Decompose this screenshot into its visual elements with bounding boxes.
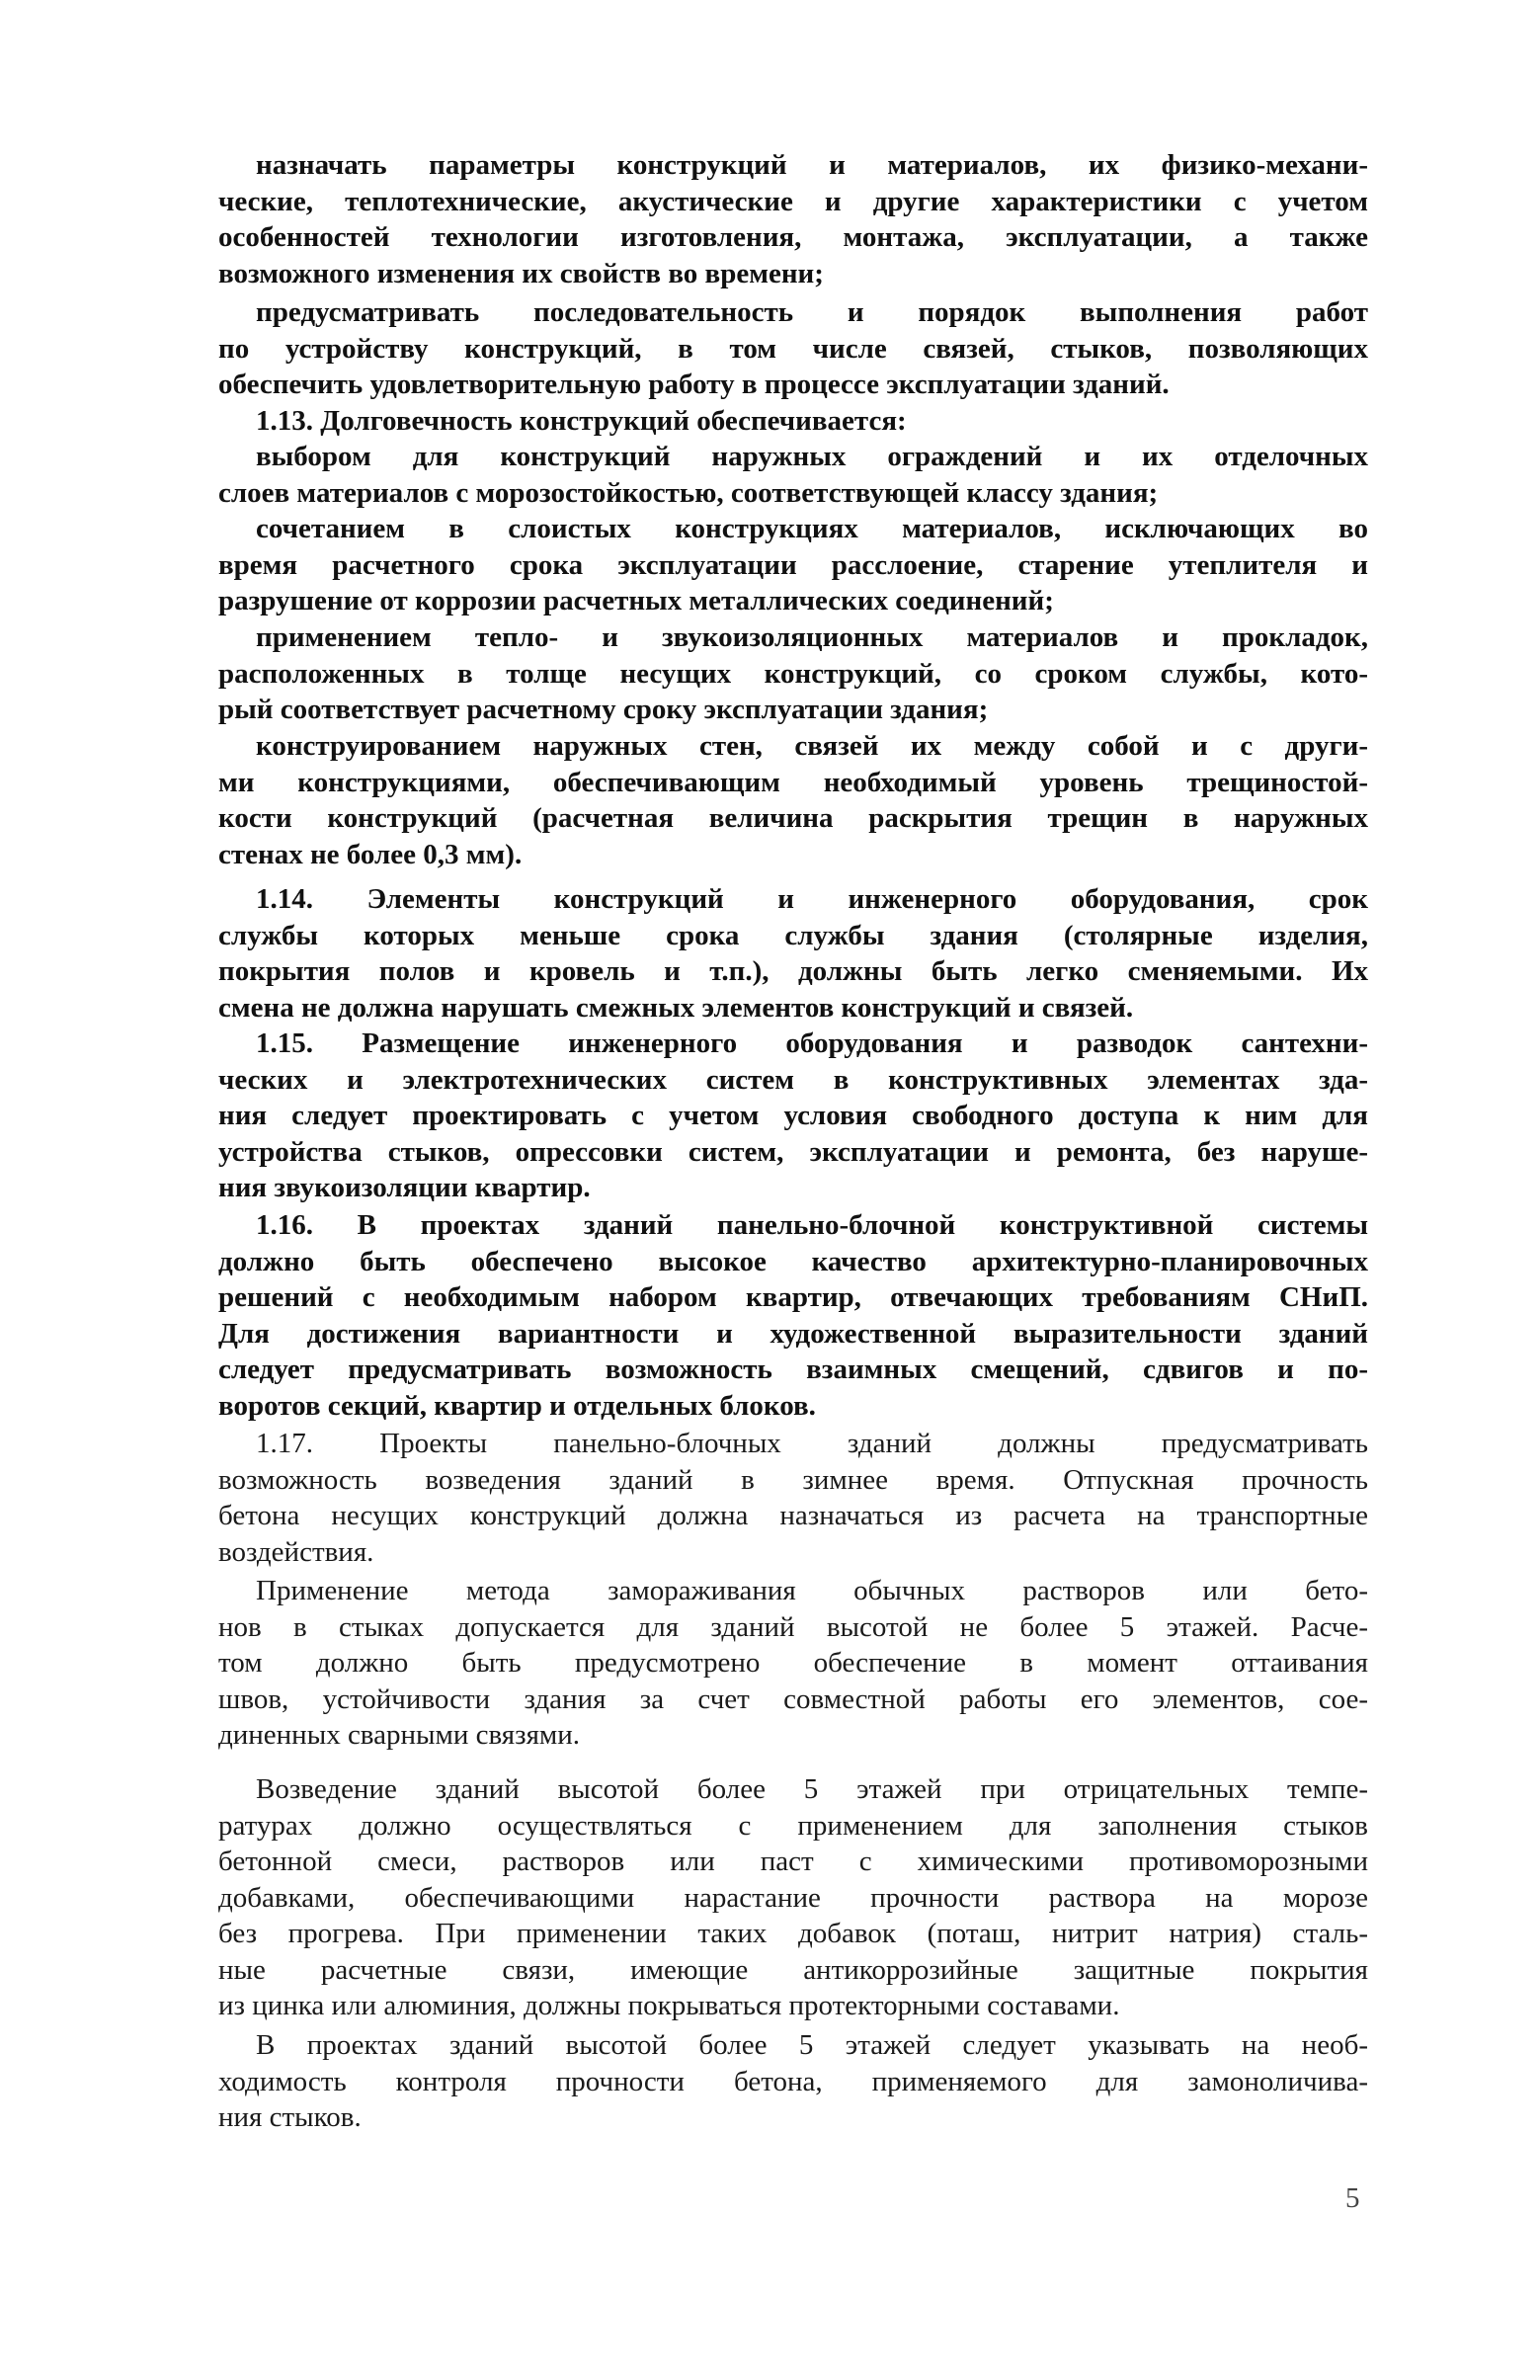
text-line: следует предусматривать возможность взаимных смещений, сдвигов и по- bbox=[218, 1354, 1368, 1385]
text-line: добавками, обеспечивающими нарастание прочности раствора на морозе bbox=[218, 1881, 1368, 1914]
text-line: ния звукоизоляции квартир. bbox=[218, 1172, 591, 1203]
text-line: бетонной смеси, растворов или паст с химическими противоморозными bbox=[218, 1846, 1368, 1877]
text-line: том должно быть предусмотрено обеспечение в момент оттаивания bbox=[218, 1647, 1368, 1679]
paragraph bbox=[218, 881, 1368, 1026]
text-line: разрушение от коррозии расчетных металлических соединений; bbox=[218, 585, 1054, 616]
text-line: Для достижения вариантности и художественной выразительности зданий bbox=[218, 1317, 1368, 1350]
text-line: слоев материалов с морозостойкостью, соответствующей классу здания; bbox=[218, 476, 1159, 509]
text-line: обеспечить удовлетворительную работу в процессе эксплуатации зданий. bbox=[218, 369, 1170, 400]
text-line: устройства стыков, опрессовки систем, эксплуатации и ремонта, без наруше- bbox=[218, 1135, 1368, 1168]
text-line: ческие, теплотехнические, акустические и другие характеристики с учетом bbox=[218, 185, 1368, 217]
text-line: воротов секций, квартир и отдельных блоков. bbox=[218, 1389, 816, 1422]
text-line: 1.16. В проектах зданий панельно-блочной конструктивной системы bbox=[256, 1209, 1368, 1241]
paragraph bbox=[218, 403, 1368, 440]
text-line: 1.14. Элементы конструкций и инженерного оборудования, срок bbox=[256, 883, 1368, 915]
paragraph bbox=[218, 439, 1368, 511]
paragraph bbox=[218, 1026, 1368, 1206]
text-line: бетона несущих конструкций должна назначаться из расчета на транспортные bbox=[218, 1500, 1368, 1531]
text-line: применением тепло- и звукоизоляционных материалов и прокладок, bbox=[256, 621, 1368, 653]
text-line: ные расчетные связи, имеющие антикоррозийные защитные покрытия bbox=[218, 1953, 1368, 1986]
text-line: расположенных в толще несущих конструкций, со сроком службы, кото- bbox=[218, 657, 1368, 690]
text-line: воздействия. bbox=[218, 1535, 374, 1568]
text-line: нов в стыках допускается для зданий высотой не более 5 этажей. Расче- bbox=[218, 1610, 1368, 1643]
text-line: из цинка или алюминия, должны покрываться протекторными составами. bbox=[218, 1990, 1120, 2021]
paragraph bbox=[218, 1426, 1368, 1570]
text-line: Возведение зданий высотой более 5 этажей при отрицательных темпе- bbox=[256, 1773, 1368, 1805]
text-line: время расчетного срока эксплуатации расслоение, старение утеплителя и bbox=[218, 548, 1368, 581]
text-line: 1.17. Проекты панельно-блочных зданий должны предусматривать bbox=[256, 1428, 1368, 1459]
text-line: выбором для конструкций наружных ограждений и их отделочных bbox=[256, 441, 1368, 472]
text-line: возможность возведения зданий в зимнее время. Отпускная прочность bbox=[218, 1463, 1368, 1496]
text-line: ческих и электротехнических систем в конструктивных элементах зда- bbox=[218, 1063, 1368, 1096]
paragraph bbox=[218, 619, 1368, 728]
text-line: 1.15. Размещение инженерного оборудования и разводок сантехни- bbox=[256, 1027, 1368, 1059]
paragraph bbox=[218, 2027, 1368, 2136]
text-line: ми конструкциями, обеспечивающим необходимый уровень трещиностой- bbox=[218, 766, 1368, 798]
paragraph bbox=[218, 728, 1368, 872]
text-line: ния стыков. bbox=[218, 2101, 362, 2133]
text-line: рый соответствует расчетному сроку эксплуатации здания; bbox=[218, 694, 989, 725]
paragraph bbox=[218, 1573, 1368, 1754]
text-line: ратурах должно осуществляться с применением для заполнения стыков bbox=[218, 1809, 1368, 1842]
text-line: Применение метода замораживания обычных растворов или бето- bbox=[256, 1575, 1368, 1606]
text-line: без прогрева. При применении таких добавок (поташ, нитрит натрия) сталь- bbox=[218, 1918, 1368, 1949]
text-line: сочетанием в слоистых конструкциях материалов, исключающих во bbox=[256, 513, 1368, 544]
text-line: швов, устойчивости здания за счет совместной работы его элементов, сое- bbox=[218, 1682, 1368, 1715]
text-line: должно быть обеспечено высокое качество архитектурно-планировочных bbox=[218, 1245, 1368, 1277]
text-line: по устройству конструкций, в том числе связей, стыков, позволяющих bbox=[218, 332, 1368, 365]
paragraph bbox=[218, 1771, 1368, 2024]
text-line: ходимость контроля прочности бетона, применяемого для замоноличива- bbox=[218, 2065, 1368, 2097]
text-line: 1.13. Долговечность конструкций обеспечивается: bbox=[256, 405, 907, 437]
paragraph bbox=[218, 511, 1368, 619]
text-line: предусматривать последовательность и порядок выполнения работ bbox=[256, 296, 1368, 328]
text-line: покрытия полов и кровель и т.п.), должны быть легко сменяемыми. Их bbox=[218, 955, 1368, 987]
text-line: диненных сварными связями. bbox=[218, 1719, 581, 1751]
text-line: конструированием наружных стен, связей их между собой и с други- bbox=[256, 730, 1368, 762]
page-number: 5 bbox=[1345, 2182, 1360, 2214]
text-line: решений с необходимым набором квартир, отвечающих требованиям СНиП. bbox=[218, 1281, 1368, 1313]
text-line: особенностей технологии изготовления, монтажа, эксплуатации, а также bbox=[218, 221, 1368, 253]
paragraph bbox=[218, 294, 1368, 403]
paragraph bbox=[218, 1207, 1368, 1424]
text-line: возможного изменения их свойств во времени; bbox=[218, 257, 824, 289]
text-line: кости конструкций (расчетная величина раскрытия трещин в наружных bbox=[218, 802, 1368, 834]
text-line: стенах не более 0,3 мм). bbox=[218, 838, 523, 870]
text-line: В проектах зданий высотой более 5 этажей следует указывать на необ- bbox=[256, 2029, 1368, 2061]
text-line: смена не должна нарушать смежных элементов конструкций и связей. bbox=[218, 991, 1134, 1024]
text-line: ния следует проектировать с учетом условия свободного доступа к ним для bbox=[218, 1100, 1368, 1131]
paragraph bbox=[218, 147, 1368, 291]
text-line: службы которых меньше срока службы здания (столярные изделия, bbox=[218, 919, 1368, 951]
text-line: назначать параметры конструкций и материалов, их физико-механи- bbox=[256, 149, 1368, 181]
